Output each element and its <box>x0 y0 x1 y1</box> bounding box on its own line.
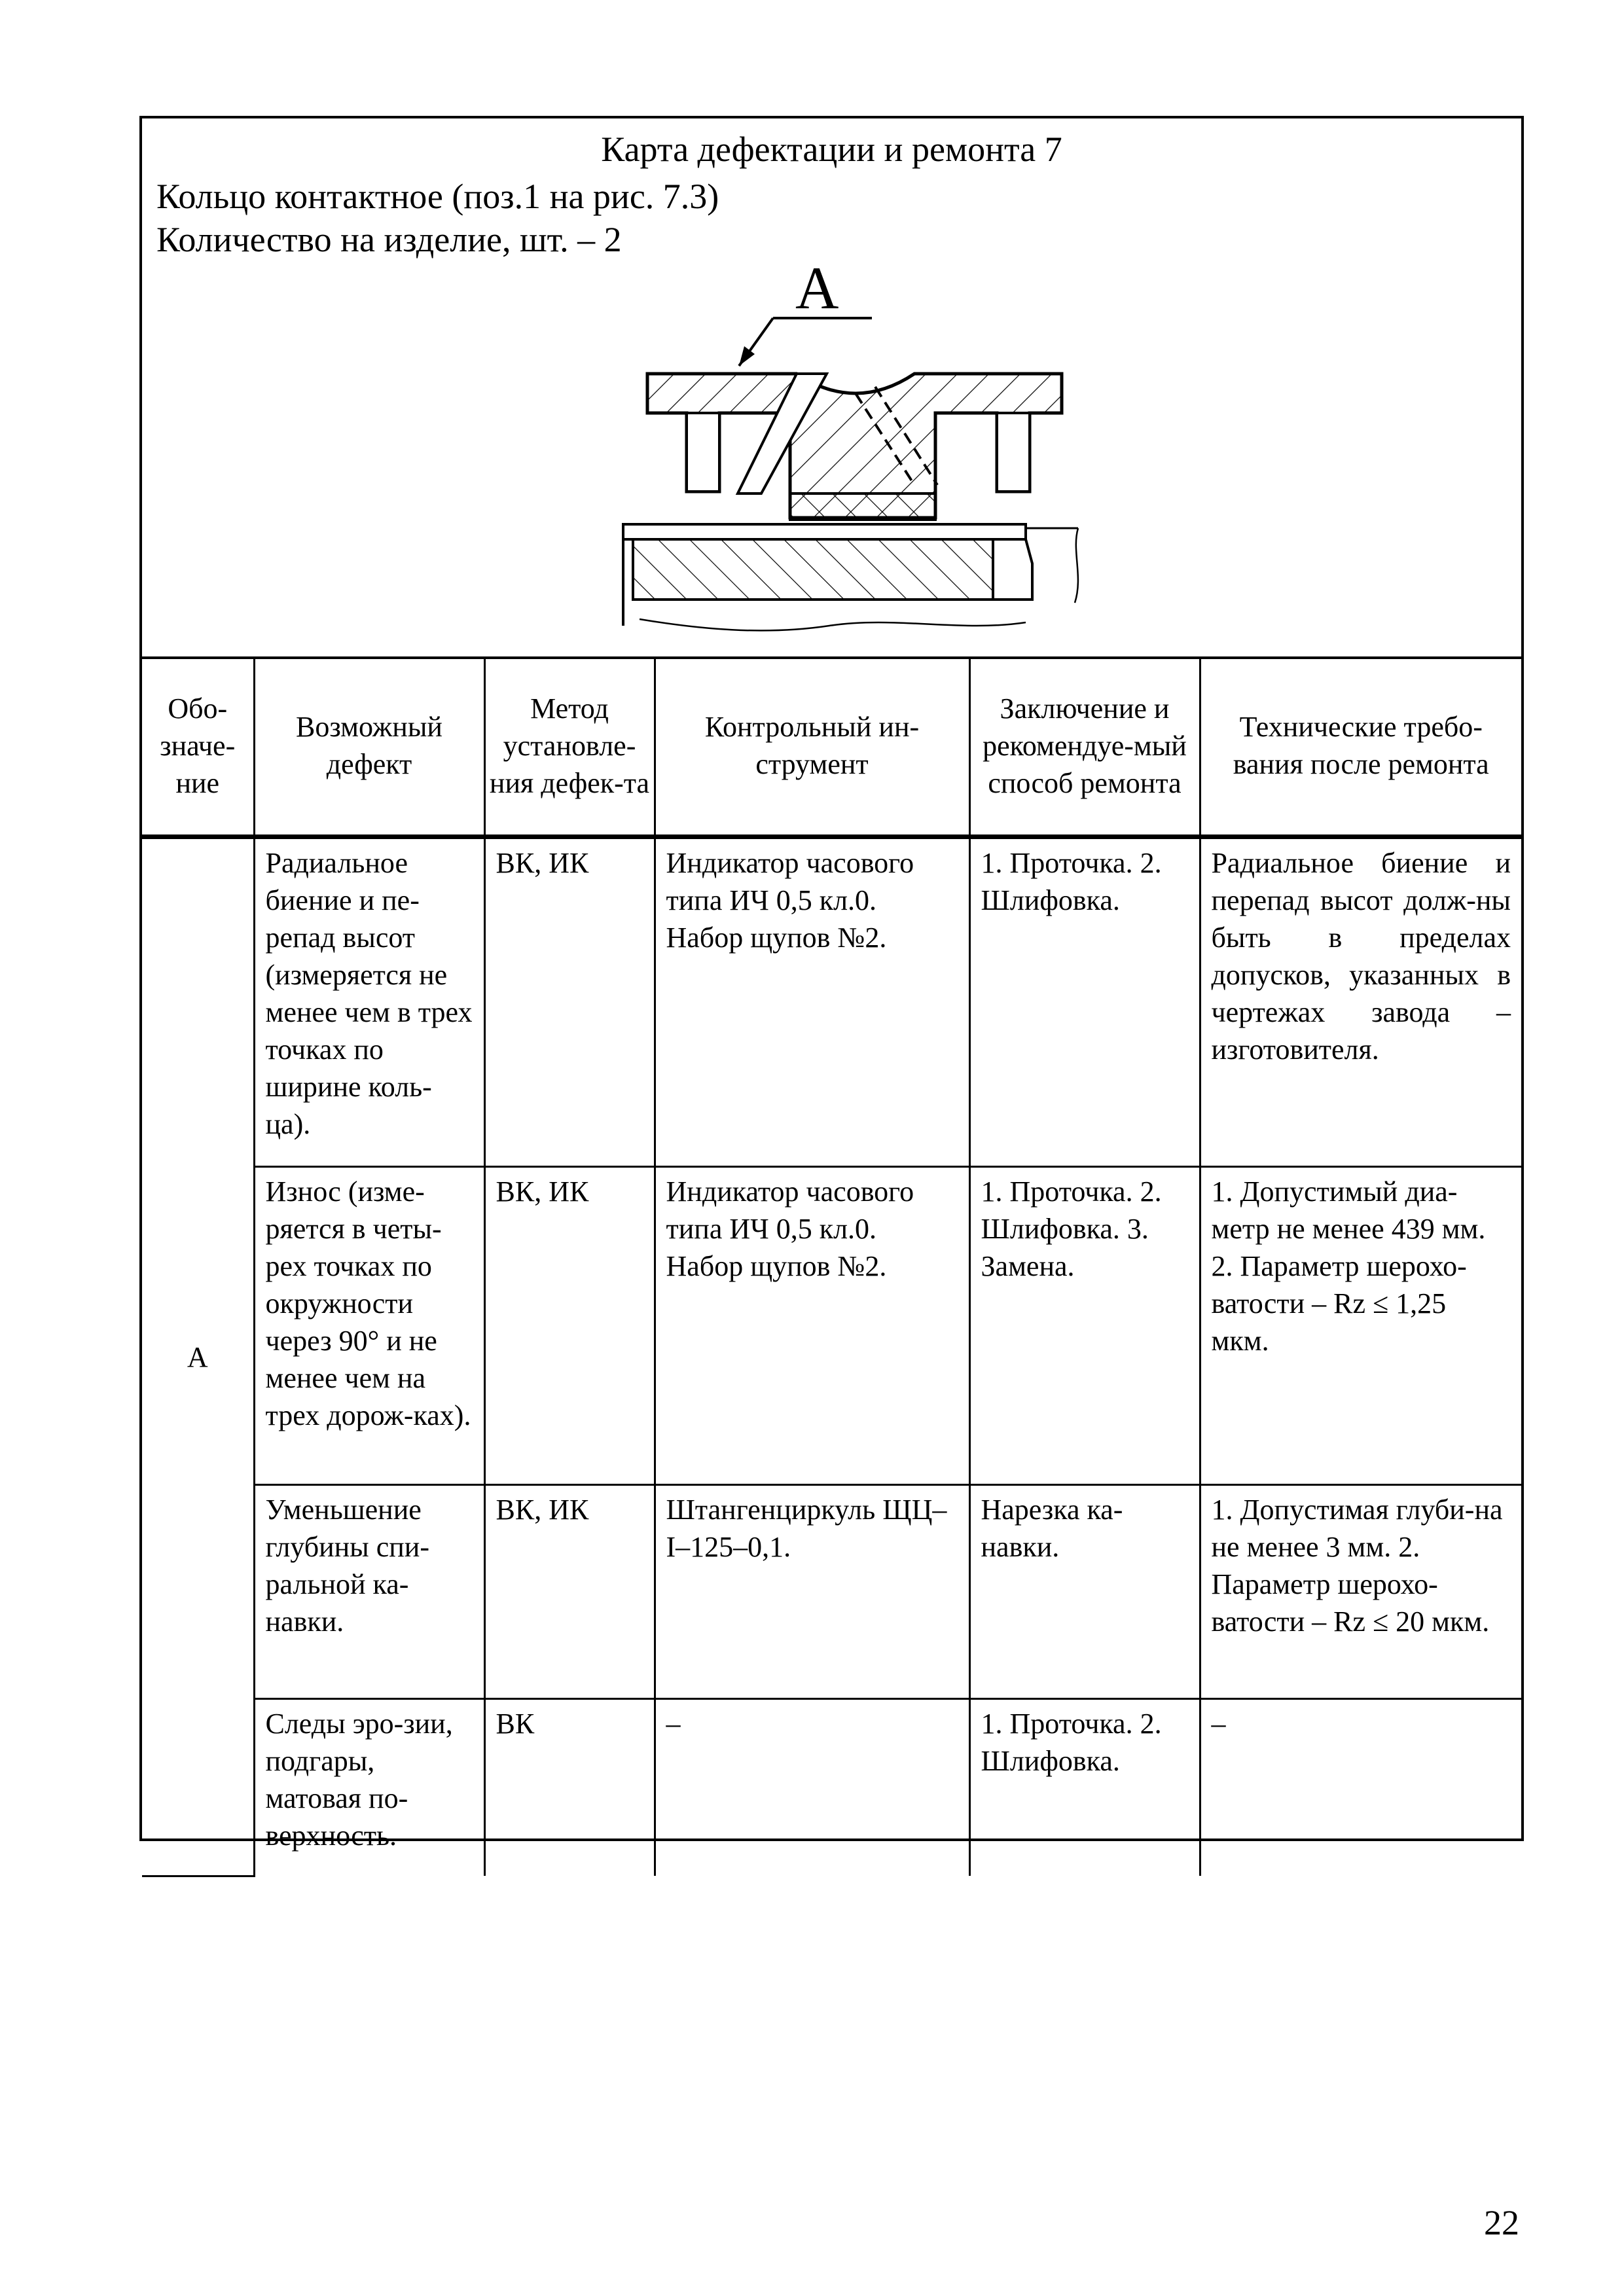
defect-cell: Уменьшение глубины спи-ральной ка-навки. <box>254 1485 484 1699</box>
method-cell: ВК, ИК <box>484 1167 655 1485</box>
table-row <box>142 1699 1521 1876</box>
repair-cell: 1. Проточка. 2. Шлифовка. 3. Замена. <box>969 1167 1200 1485</box>
repair-cell: 1. Проточка. 2. Шлифовка. <box>969 1699 1200 1876</box>
tool-cell: Индикатор часового типа ИЧ 0,5 кл.0. Набор щупов №2. <box>655 837 969 1167</box>
method-cell: ВК <box>484 1699 655 1876</box>
view-label: А <box>795 255 839 321</box>
tool-cell: Индикатор часового типа ИЧ 0,5 кл.0. Набор щупов №2. <box>655 1167 969 1485</box>
method-cell: ВК, ИК <box>484 837 655 1167</box>
defect-cell: Износ (изме-ряется в четы-рех точках по окружности через 90° и не менее чем на трех дорож-ках). <box>254 1167 484 1485</box>
part-name: Кольцо контактное (поз.1 на рис. 7.3) <box>156 177 719 216</box>
requirements-cell: 1. Допустимый диа-метр не менее 439 мм. 2. Параметр шерохо-ватости – Rz ≤ 1,25 мкм. <box>1200 1167 1521 1485</box>
card-title: Карта дефектации и ремонта 7 <box>601 130 1062 169</box>
requirements-cell: Радиальное биение и перепад высот долж-ны быть в пределах допусков, указанных в чертежах завода – изготовителя. <box>1200 837 1521 1167</box>
table-row <box>142 1167 1521 1485</box>
col-header-designation: Обо-значе-ние <box>142 656 254 837</box>
card-header <box>142 118 1521 659</box>
col-header-defect: Возможный дефект <box>254 656 484 837</box>
col-header-repair: Заключение и рекомендуе-мый способ ремонта <box>969 656 1200 837</box>
defect-table <box>142 656 1521 1877</box>
requirements-cell: – <box>1200 1699 1521 1876</box>
designation-cell: А <box>142 837 254 1876</box>
defect-cell: Радиальное биение и пе-репад высот (измеряется не менее чем в трех точках по ширине коль-ца). <box>254 837 484 1167</box>
part-section-drawing <box>142 118 1521 656</box>
repair-cell: Нарезка ка-навки. <box>969 1485 1200 1699</box>
page-number: 22 <box>1484 2203 1519 2242</box>
col-header-method: Метод установле-ния дефек-та <box>484 656 655 837</box>
tool-cell: – <box>655 1699 969 1876</box>
col-header-tool: Контрольный ин-струмент <box>655 656 969 837</box>
repair-cell: 1. Проточка. 2. Шлифовка. <box>969 837 1200 1167</box>
col-header-requirements: Технические требо-вания после ремонта <box>1200 656 1521 837</box>
part-quantity: Количество на изделие, шт. – 2 <box>156 220 622 259</box>
table-header-row <box>142 656 1521 837</box>
requirements-cell: 1. Допустимая глуби-на не менее 3 мм. 2. Параметр шерохо-ватости – Rz ≤ 20 мкм. <box>1200 1485 1521 1699</box>
defect-card-frame <box>139 116 1524 1852</box>
defect-cell: Следы эро-зии, подгары, матовая по-верхность. <box>254 1699 484 1876</box>
tool-cell: Штангенциркуль ЩЦ–I–125–0,1. <box>655 1485 969 1699</box>
method-cell: ВК, ИК <box>484 1485 655 1699</box>
table-row <box>142 837 1521 1167</box>
table-row <box>142 1485 1521 1699</box>
